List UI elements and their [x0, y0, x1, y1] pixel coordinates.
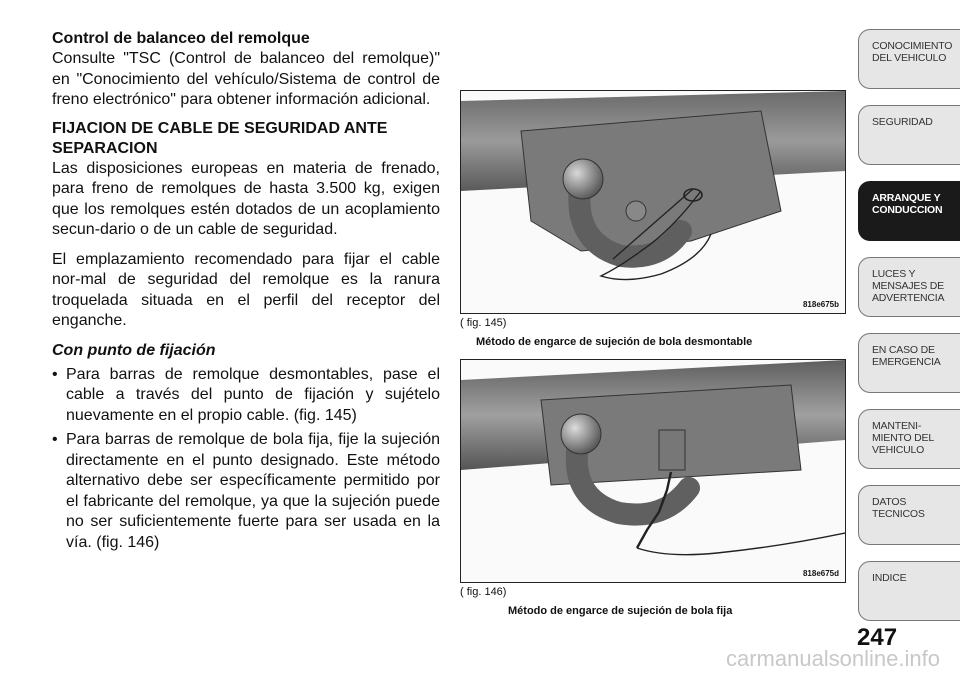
subheading-attachment-point: Con punto de fijación [52, 341, 216, 359]
figure-caption-146: Método de engarce de sujeción de bola fija [508, 605, 733, 617]
page-number: 247 [857, 624, 898, 651]
list-item-text: Para barras de remolque de bola fija, fije la sujeción directamente en el punto designado. Este método alternativo debe ser específicamente permitido por el fabricante del remolque, ya que la sujeción puede no ser suficientemente fuerte para ser usada en la vía. (fig. 146) [66, 431, 440, 551]
section-heading-trailer-sway: Control de balanceo del remolque [52, 30, 310, 47]
figure-145-removable-ball [460, 90, 846, 314]
bullet-marker: • [52, 431, 58, 448]
tab-indice[interactable]: INDICE [858, 561, 960, 621]
tab-conocimiento-del-vehiculo[interactable]: CONOCIMIENTO DEL VEHICULO [858, 29, 960, 89]
bullet-list [52, 365, 440, 554]
section-heading-safety-cable-line1: FIJACION DE CABLE DE SEGURIDAD ANTE [52, 119, 388, 137]
list-item [52, 365, 440, 427]
paragraph-tsc-reference: Consulte "TSC (Control de balanceo del remolque)" en "Conocimiento del vehículo/Sistema de control de freno electrónico" para obtener información adicional. [52, 50, 440, 108]
section-heading-safety-cable-line2: SEPARACION [52, 139, 158, 157]
figure-reference-145: ( fig. 145) [460, 317, 507, 329]
tow-hitch-illustration [461, 91, 845, 313]
tab-datos-tecnicos[interactable]: DATOS TECNICOS [858, 485, 960, 545]
paragraph-european-regulations: Las disposiciones europeas en materia de frenado, para freno de remolques de hasta 3.500 kg, exigen que los remolques estén dotados de un acoplamiento secun-dario o de un cable de seguridad. [52, 159, 440, 238]
paragraph-recommended-location: El emplazamiento recomendado para fijar el cable nor-mal de seguridad del remolque es la ranura troquelada situada en el perfil del receptor del enganche. [52, 250, 440, 329]
figure-caption-145: Método de engarce de sujeción de bola desmontable [476, 336, 753, 348]
list-item-text: Para barras de remolque desmontables, pase el cable a través del punto de fijación y sujételo nuevamente en el propio cable. (fig. 145) [66, 365, 440, 424]
bullet-marker: • [52, 365, 58, 383]
figure-146-fixed-ball [460, 359, 846, 583]
tab-arranque-y-conduccion[interactable]: ARRANQUE Y CONDUCCION [858, 181, 960, 241]
tow-hitch-illustration [461, 360, 845, 582]
watermark: carmanualsonline.info [725, 646, 940, 671]
tab-luces-y-mensajes[interactable]: LUCES Y MENSAJES DE ADVERTENCIA [858, 257, 960, 317]
tab-en-caso-de-emergencia[interactable]: EN CASO DE EMERGENCIA [858, 333, 960, 393]
figure-code-label: 818e675b [802, 300, 839, 309]
list-item [52, 430, 440, 553]
figure-code-label: 818e675d [802, 569, 839, 578]
tab-mantenimiento[interactable]: MANTENI-MIENTO DEL VEHICULO [858, 409, 960, 469]
figure-reference-146: ( fig. 146) [460, 586, 507, 598]
body-text-column [52, 29, 440, 557]
tab-seguridad[interactable]: SEGURIDAD [858, 105, 960, 165]
